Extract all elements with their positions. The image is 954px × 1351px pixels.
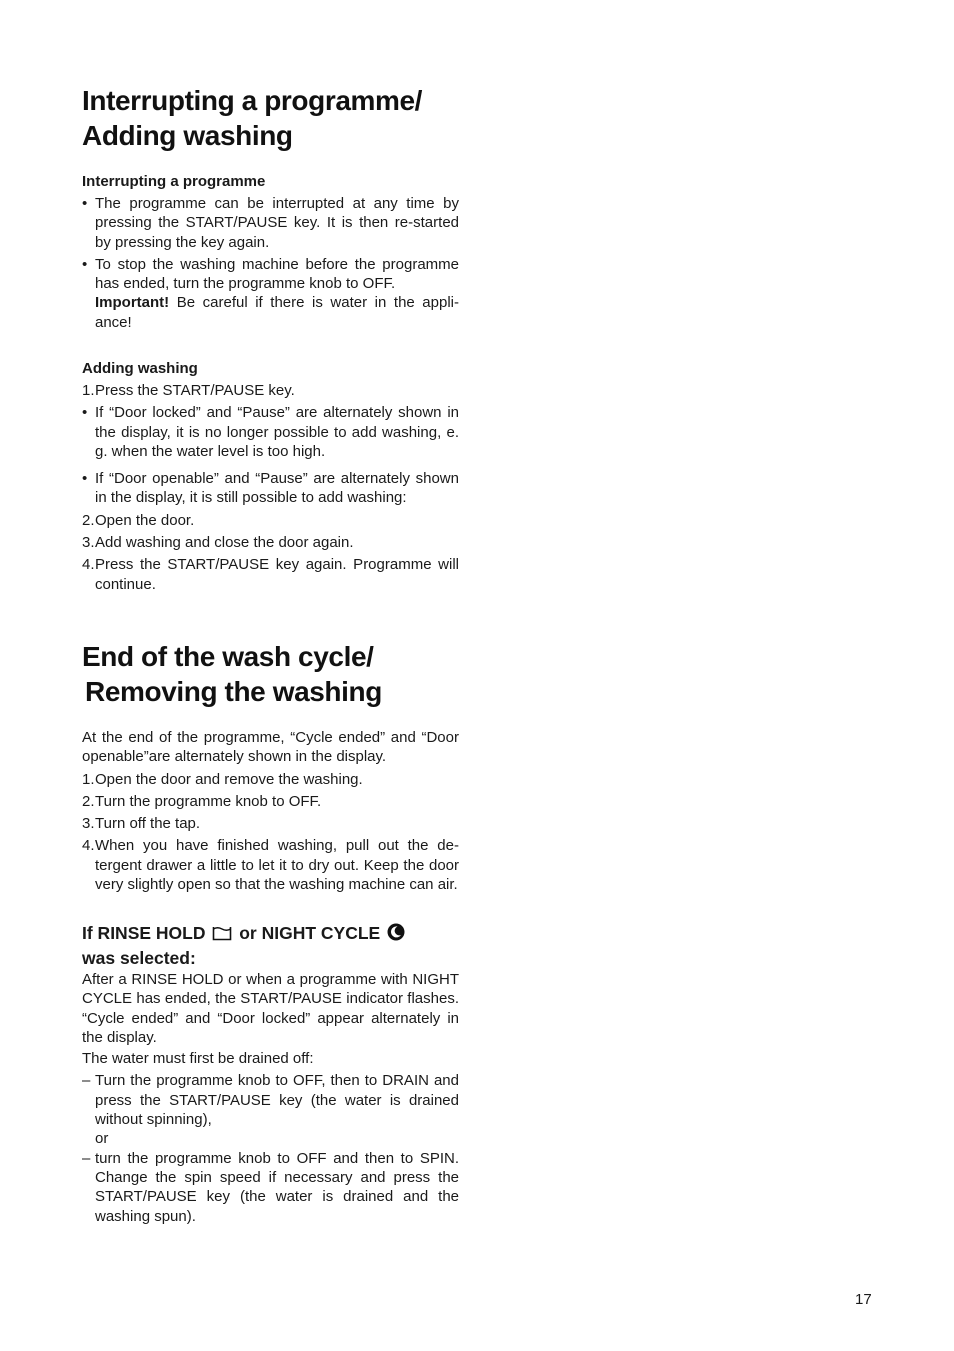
subheading-adding-washing: Adding washing bbox=[82, 360, 198, 377]
list-item: • If “Door openable” and “Pause” are alternately shown in the display, it is still possible to add washing: bbox=[82, 470, 459, 507]
rinse-hold-paragraph: After a RINSE HOLD or when a programme with NIGHT CYCLE has ended, the START/PAUSE indicator flashes. “Cycle ended” and “Door locked” appear alternately in the display. bbox=[82, 971, 459, 1046]
section-end-of-cycle bbox=[82, 639, 459, 709]
intro-paragraph: At the end of the programme, “Cycle ended” and “Door openable”are alternately shown in the display. bbox=[82, 729, 459, 766]
adding-washing-block bbox=[82, 359, 459, 594]
list-item: 2. Turn the programme knob to OFF. bbox=[82, 792, 322, 810]
interrupting-block bbox=[82, 172, 459, 332]
night-cycle-icon bbox=[387, 923, 405, 947]
list-item: 1. Press the START/PAUSE key. bbox=[82, 382, 295, 399]
subheading-interrupting: Interrupting a programme bbox=[82, 173, 266, 190]
important-note: Important! Be careful if there is water in the appliance! bbox=[95, 294, 459, 331]
list-item: 3. Add washing and close the door again. bbox=[82, 534, 354, 552]
rinse-hold-icon bbox=[212, 924, 232, 947]
end-of-cycle-block bbox=[82, 728, 459, 894]
list-item: • To stop the washing machine before the programme has ended, turn the programme knob to OFF. Important! Be careful if there is water in the appliance! bbox=[82, 255, 459, 331]
subheading-rinse-hold: If RINSE HOLD or NIGHT CYCLE was selected: bbox=[82, 922, 459, 970]
page-number: 17 bbox=[855, 1291, 872, 1308]
section-title-interrupting: Interrupting a programme/ Adding washing bbox=[82, 85, 423, 151]
list-item: 2. Open the door. bbox=[82, 511, 195, 529]
list-item: • The programme can be interrupted at any time by pressing the START/PAUSE key. It is then re-started by pressing the key again. bbox=[82, 195, 459, 251]
list-item: • If “Door locked” and “Pause” are alternately shown in the display, it is no longer possible to add washing, e. g. when the water level is too high. bbox=[82, 404, 459, 460]
drain-instruction: The water must first be drained off: bbox=[82, 1050, 314, 1068]
rinse-hold-block bbox=[82, 922, 459, 1226]
list-item: 1. Open the door and remove the washing. bbox=[82, 770, 363, 788]
list-item: – Turn the programme knob to OFF, then to DRAIN and press the START/PAUSE key (the water is drained without spinning), or bbox=[82, 1072, 459, 1148]
section-interrupting bbox=[82, 83, 459, 153]
list-item: 4. Press the START/PAUSE key again. Programme will continue. bbox=[82, 556, 459, 593]
section-title-end-of-cycle: End of the wash cycle/ Removing the washing bbox=[82, 641, 382, 707]
list-item: – turn the programme knob to OFF and then to SPIN. Change the spin speed if necessary and press the START/PAUSE key (the water is drained and the washing spun). bbox=[82, 1149, 459, 1225]
list-item: 3. Turn off the tap. bbox=[82, 815, 201, 833]
list-item: 4. When you have finished washing, pull out the detergent drawer a little to let it to dry out. Keep the door very slightly open so that the washing machine can air. bbox=[82, 837, 459, 894]
